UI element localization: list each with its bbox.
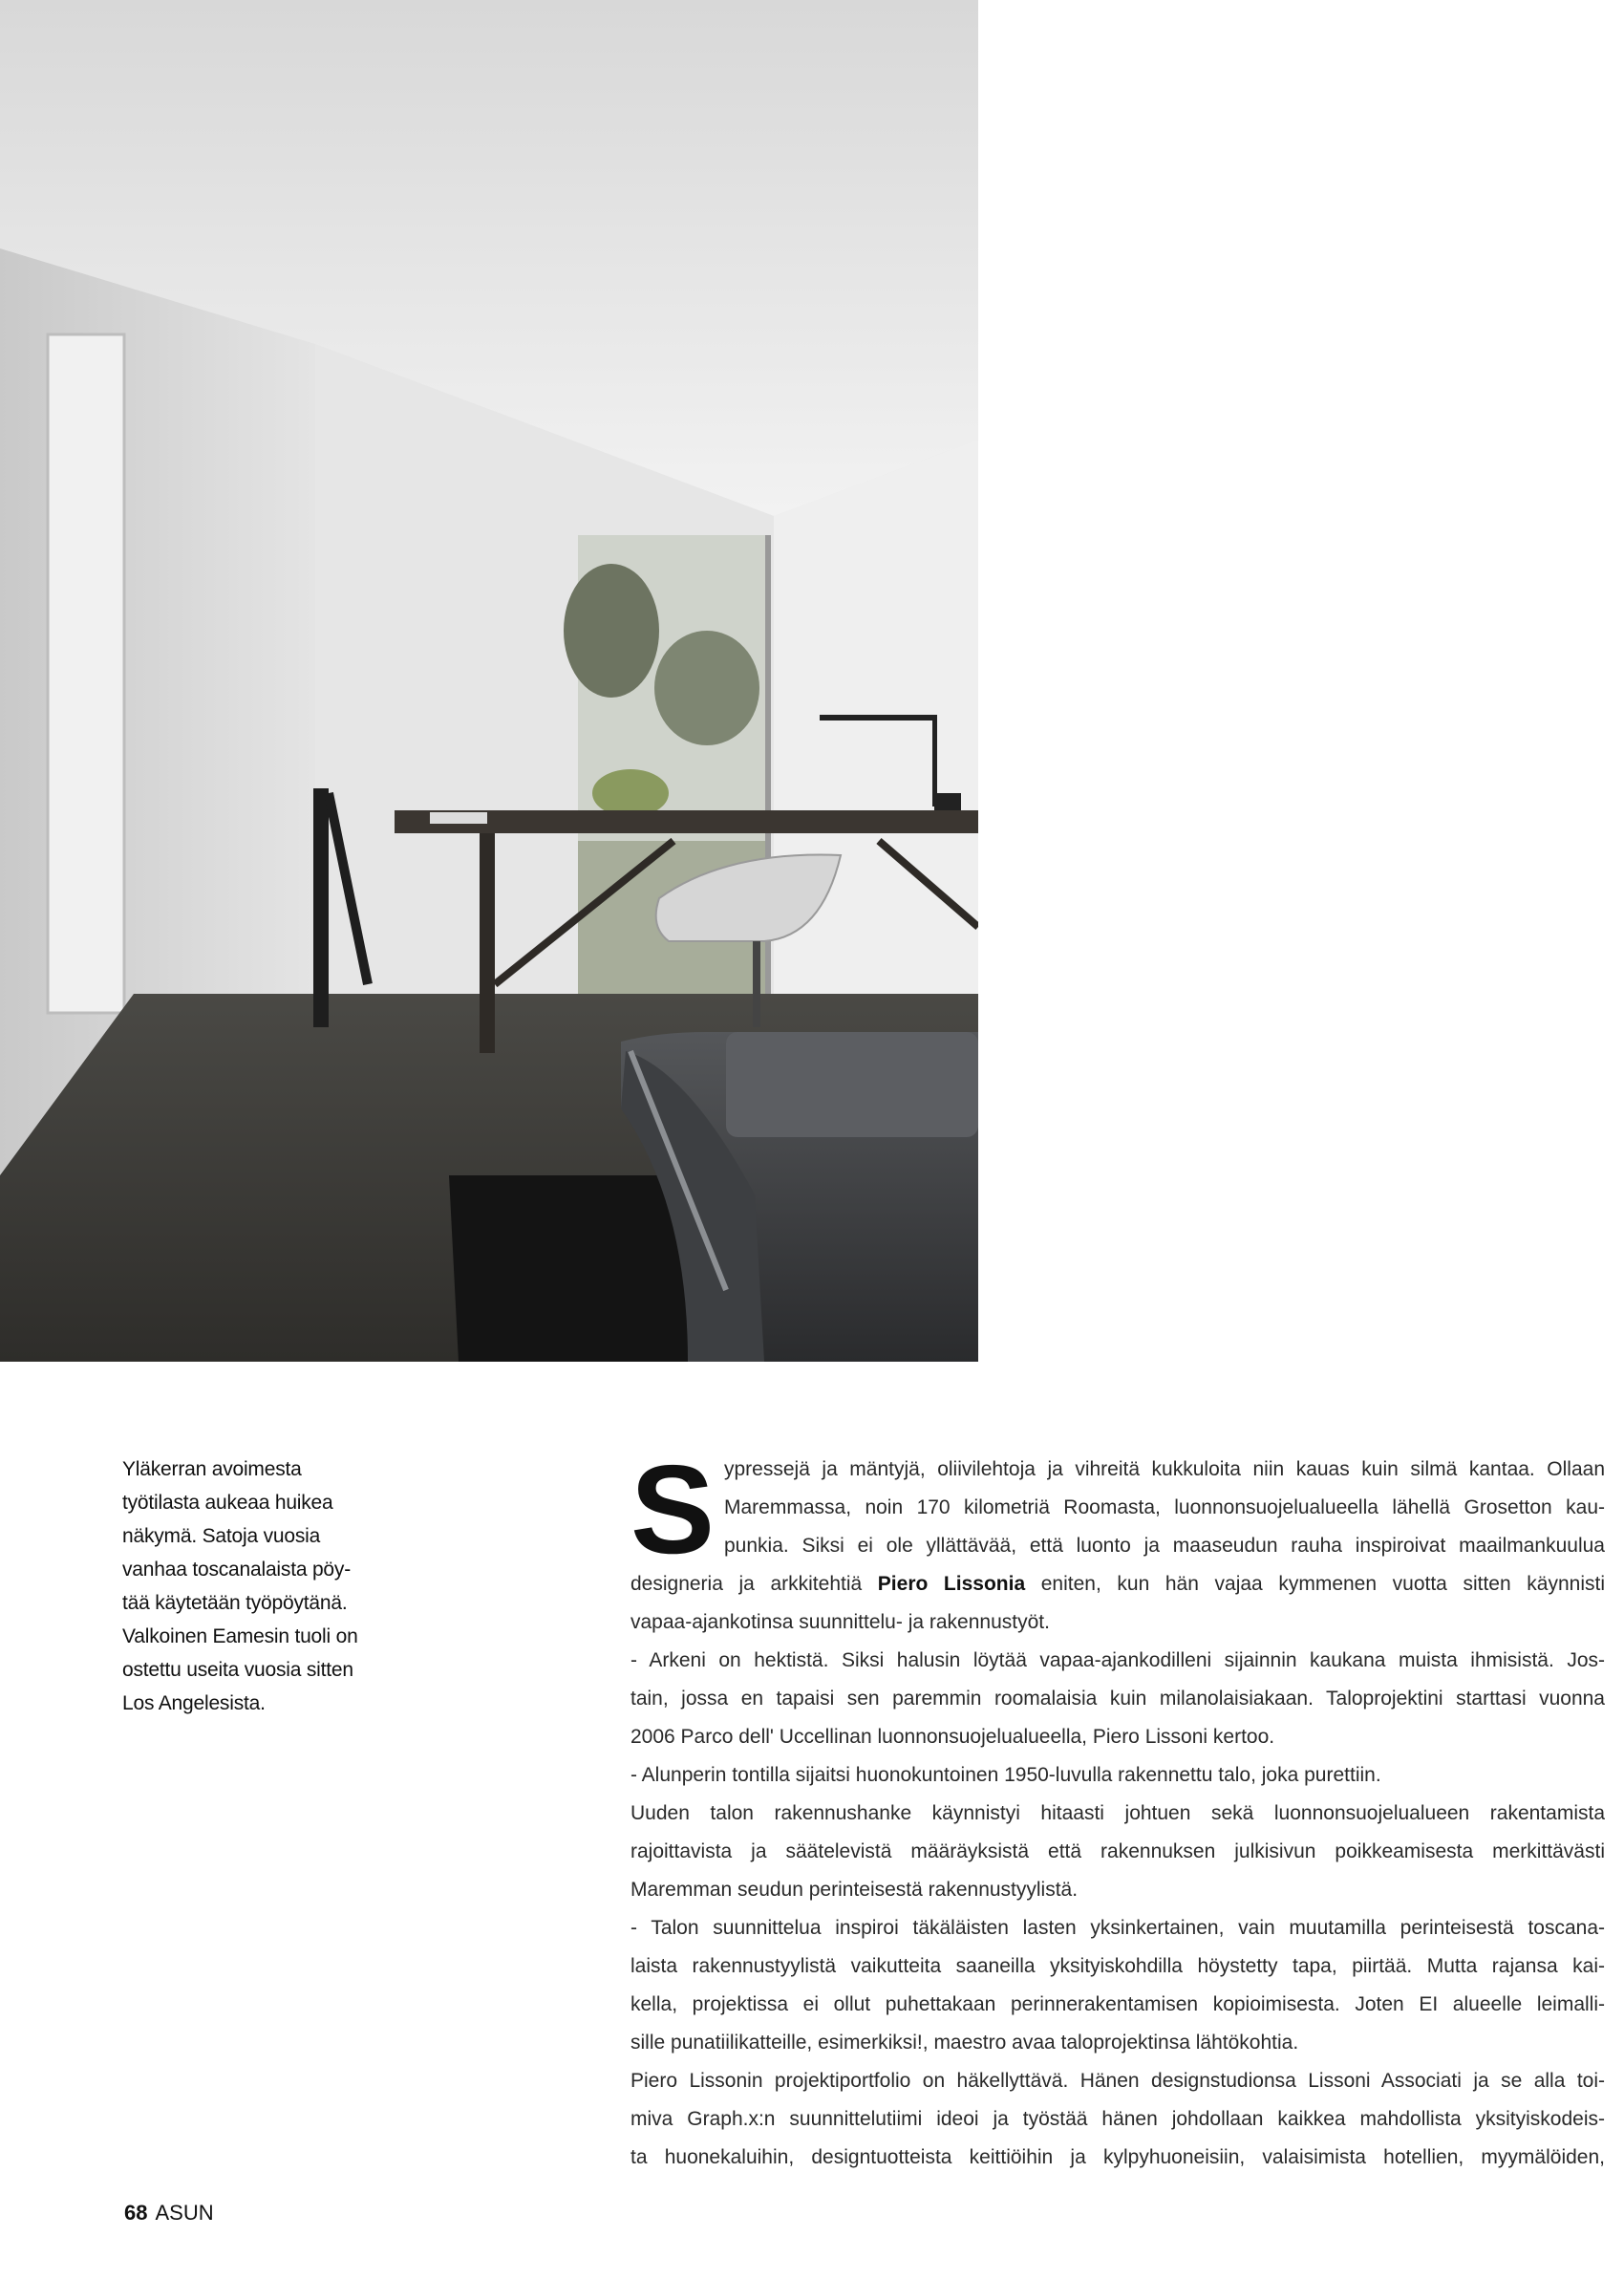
article-line: ta huonekaluihin, designtuotteista keittiöihin ja kylpyhuoneisiin, valaisimista hotellien, myymälöiden, <box>630 2146 1605 2168</box>
article-line: - Alunperin tontilla sijaitsi huonokuntoinen 1950-luvulla rakennettu talo, joka purettiin. <box>630 1764 1381 1786</box>
drop-cap: S <box>630 1439 716 1580</box>
caption-line: Valkoinen Eamesin tuoli on <box>122 1625 358 1647</box>
caption-line: Los Angelesista. <box>122 1692 266 1714</box>
article-line: - Arkeni on hektistä. Siksi halusin löytää vapaa-ajankodilleni sijainnin kaukana muista ihmisistä. Jos- <box>630 1649 1605 1671</box>
article-line: vapaa-ajankotinsa suunnittelu- ja rakennustyöt. <box>630 1611 1050 1633</box>
caption-line: näkymä. Satoja vuosia <box>122 1525 321 1547</box>
caption-line: vanhaa toscanalaista pöy- <box>122 1559 351 1581</box>
article-line: - Talon suunnittelua inspiroi täkäläisten lasten yksinkertainen, vain muutamilla perinteisestä toscana- <box>630 1917 1605 1939</box>
article-line: sille punatiilikatteille, esimerkiksi!, maestro avaa taloprojektinsa lähtökohtia. <box>630 2032 1299 2054</box>
article-line: Piero Lissonin projektiportfolio on häkellyttävä. Hänen designstudionsa Lissoni Associati ja se alla toi- <box>630 2070 1605 2092</box>
magazine-name: ASUN <box>155 2201 214 2225</box>
caption-line: Yläkerran avoimesta <box>122 1458 302 1480</box>
caption-line: ostettu useita vuosia sitten <box>122 1659 353 1681</box>
article-body <box>630 1439 1605 2177</box>
article-line: Maremmassa, noin 170 kilometriä Roomasta, luonnonsuojelualueella lähellä Grosetton kau- <box>724 1496 1605 1518</box>
article-line: Uuden talon rakennushanke käynnistyi hitaasti johtuen sekä luonnonsuojelualueen rakentamista <box>630 1802 1605 1824</box>
designer-name: Piero Lissonia <box>877 1573 1026 1595</box>
caption-line: työtilasta aukeaa huikea <box>122 1492 333 1514</box>
article-line: 2006 Parco dell' Uccellinan luonnonsuojelualueella, Piero Lissoni kertoo. <box>630 1726 1275 1748</box>
caption-line: tää käytetään työpöytänä. <box>122 1592 348 1614</box>
article-line: laista rakennustyylistä vaikutteita saaneilla yksityiskohdilla höystetty tapa, piirtää. Mutta rajansa kai- <box>630 1955 1605 1977</box>
page-number: 68 <box>124 2201 148 2225</box>
article-line: miva Graph.x:n suunnittelutiimi ideoi ja työstää hänen johdollaan kaikkea mahdollista yksityiskodeis- <box>630 2108 1605 2130</box>
interior-photo <box>0 0 978 1362</box>
article-line: ypressejä ja mäntyjä, oliivilehtoja ja vihreitä kukkuloita niin kauas kuin silmä kantaa. Ollaan <box>724 1458 1605 1480</box>
article-line: rajoittavista ja säätelevistä määräyksistä että rakennuksen julkisivun poikkeamisesta merkittävästi <box>630 1840 1605 1862</box>
article-line: Maremman seudun perinteisestä rakennustyylistä. <box>630 1879 1079 1901</box>
article-line: designeria ja arkkitehtiä Piero Lissonia eniten, kun hän vajaa kymmenen vuotta sitten käynnisti <box>630 1573 1605 1595</box>
article-line: tain, jossa en tapaisi sen paremmin roomalaisia kuin milanolaisiakaan. Taloprojektini starttasi vuonna <box>630 1688 1605 1710</box>
page-folio <box>124 2201 214 2226</box>
photo-caption <box>122 1452 361 1720</box>
article-line: punkia. Siksi ei ole yllättävää, että luonto ja maaseudun rauha inspiroivat maailmankuulua <box>724 1535 1605 1557</box>
article-line: kella, projektissa ei ollut puhettakaan perinnerakentamisen kopioimisesta. Joten EI alueelle leimalli- <box>630 1993 1605 2015</box>
